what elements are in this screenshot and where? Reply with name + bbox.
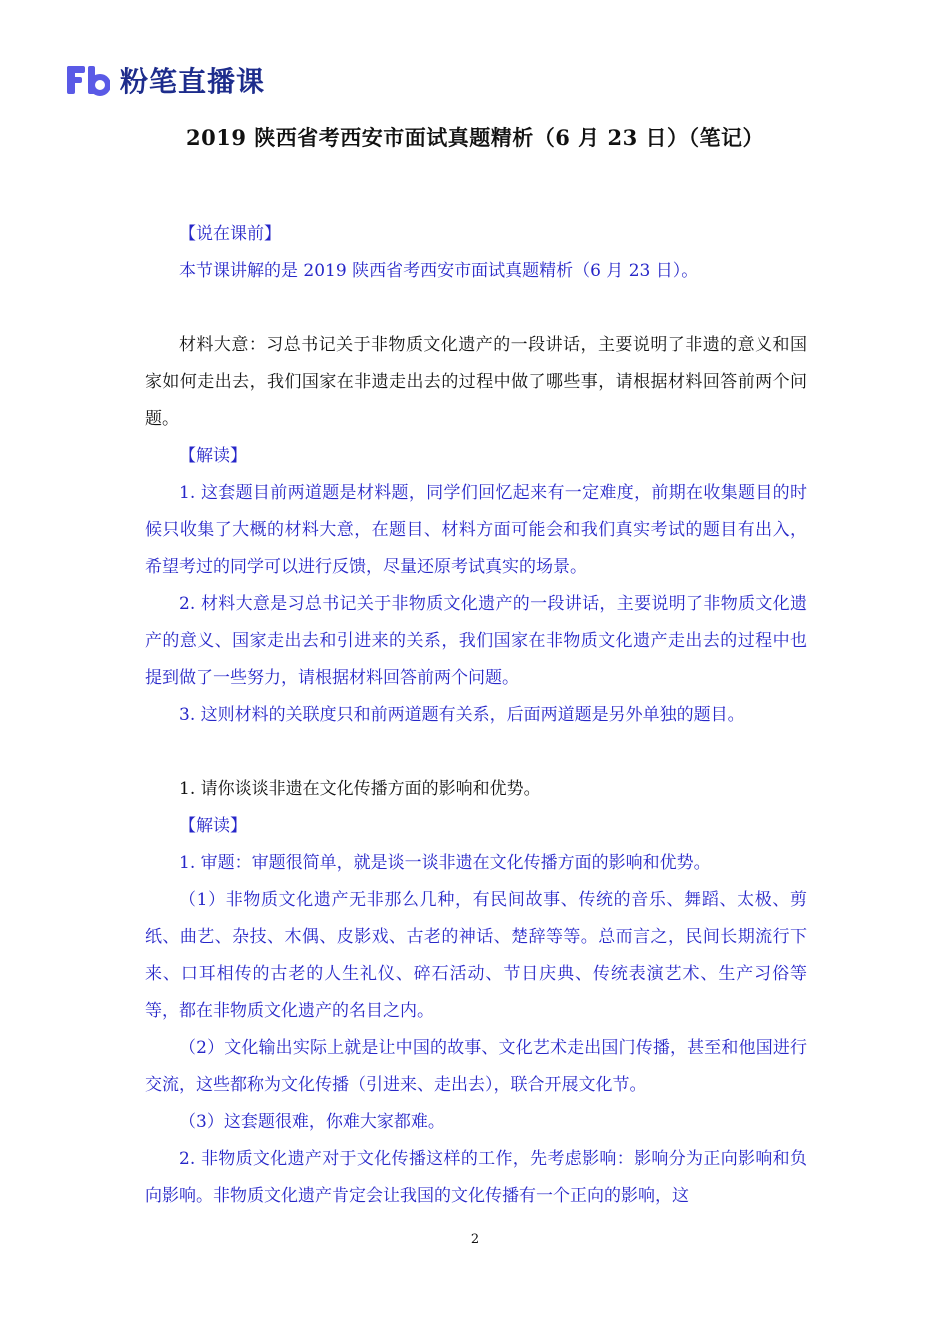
document-body	[145, 216, 807, 1215]
fenbi-logo-icon	[66, 63, 110, 97]
paragraph: 本节课讲解的是 2019 陕西省考西安市面试真题精析（6 月 23 日）。	[179, 261, 699, 281]
section-heading: 【说在课前】	[179, 224, 281, 244]
paragraph: 2. 材料大意是习总书记关于非物质文化遗产的一段讲话，主要说明了非物质文化遗产的意义、国家走出去和引进来的关系，我们国家在非物质文化遗产走出去的过程中也提到做了一些努力，请根据材料回答前两个问题。	[145, 594, 807, 688]
paragraph: 3. 这则材料的关联度只和前两道题有关系，后面两道题是另外单独的题目。	[179, 705, 745, 725]
document-title: 2019 陕西省考西安市面试真题精析（6 月 23 日）（笔记）	[185, 125, 765, 150]
section-heading: 【解读】	[179, 446, 247, 466]
brand-logo	[66, 60, 265, 100]
paragraph: （1）非物质文化遗产无非那么几种，有民间故事、传统的音乐、舞蹈、太极、剪纸、曲艺、杂技、木偶、皮影戏、古老的神话、楚辞等等。总而言之，民间长期流行下来、口耳相传的古老的人生礼仪、碎石活动、节日庆典、传统表演艺术、生产习俗等等，都在非物质文化遗产的名目之内。	[145, 890, 807, 1021]
paragraph: （3）这套题很难，你难大家都难。	[179, 1112, 445, 1132]
paragraph: 材料大意：习总书记关于非物质文化遗产的一段讲话，主要说明了非遗的意义和国家如何走出去，我们国家在非遗走出去的过程中做了哪些事，请根据材料回答前两个问题。	[145, 335, 807, 429]
paragraph: 1. 这套题目前两道题是材料题，同学们回忆起来有一定难度，前期在收集题目的时候只收集了大概的材料大意，在题目、材料方面可能会和我们真实考试的题目有出入，希望考过的同学可以进行反馈，尽量还原考试真实的场景。	[145, 483, 807, 577]
question: 1. 请你谈谈非遗在文化传播方面的影响和优势。	[179, 779, 541, 799]
page-number: 2	[470, 1232, 480, 1247]
logo-text: 粉笔直播课	[120, 65, 266, 98]
paragraph: （2）文化输出实际上就是让中国的故事、文化艺术走出国门传播，甚至和他国进行交流，这些都称为文化传播（引进来、走出去），联合开展文化节。	[145, 1038, 807, 1095]
section-heading: 【解读】	[179, 816, 247, 836]
paragraph: 2. 非物质文化遗产对于文化传播这样的工作，先考虑影响：影响分为正向影响和负向影响。非物质文化遗产肯定会让我国的文化传播有一个正向的影响，这	[145, 1149, 807, 1206]
paragraph: 1. 审题：审题很简单，就是谈一谈非遗在文化传播方面的影响和优势。	[179, 853, 711, 873]
